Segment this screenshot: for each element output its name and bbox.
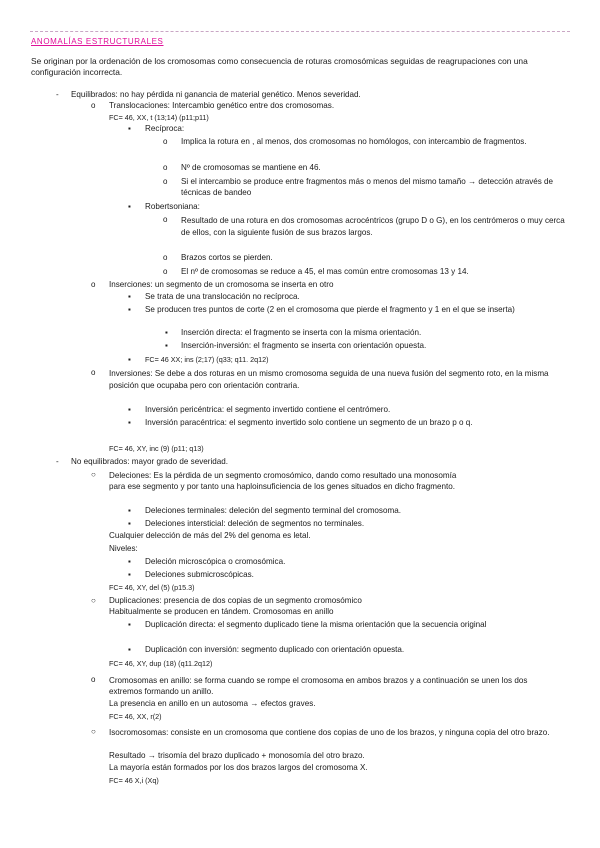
inversiones-fc: FC= 46, XY, inc (9) (p11; q13) [109,444,204,453]
square-bullet: ▪ [128,405,131,414]
reciproca-title: Recíproca: [145,124,185,133]
translocaciones-fc: FC= 46, XX, t (13;14) (p11;p11) [109,113,209,122]
deleciones-note: Cualquier delección de más del 2% del genoma es letal. [109,531,311,540]
inversion-pericentrica: Inversión pericéntrica: el segmento invertido contiene el centrómero. [145,405,391,414]
inserciones-fc: FC= 46 XX; ins (2;17) (q33; q11. 2q12) [145,355,269,364]
square-bullet: ▪ [128,305,131,314]
duplicaciones-title: Duplicaciones: presencia de dos copias de un segmento cromosómico [109,596,362,605]
circle-bullet: o [163,137,168,146]
dash-bullet: - [56,90,59,99]
circle-bullet: o [163,163,168,172]
duplicacion-inversion: Duplicación con inversión: segmento duplicado con orientación opuesta. [145,645,405,654]
robertsoniana-item-1: Resultado de una rotura en dos cromosomas acrocéntricos (grupo D o G), en los centrómeros o muy cerca de ellos, con la siguiente fusión de sus brazos largos. [181,216,565,237]
circle-open-bullet: ○ [91,727,96,736]
square-bullet: ▪ [165,328,168,337]
inserciones-item-2: Se producen tres puntos de corte (2 en el cromosoma que pierde el fragmento y 1 en el que se inserta) [145,305,515,314]
inserciones-item-1: Se trata de una translocación no recíproca. [145,292,300,301]
equilibrados-heading: Equilibrados: no hay pérdida ni ganancia de material genético. Menos severidad. [71,90,361,99]
reciproca-item-1: Implica la rotura en , al menos, dos cromosomas no homólogos, con intercambio de fragmentos. [181,137,527,146]
reciproca-item-2: Nº de cromosomas se mantiene en 46. [181,163,321,172]
anillo-title: Cromosomas en anillo: se forma cuando se rompe el cromosoma en ambos brazos y a continuación se unen los dos extremos formando un anillo. [109,676,528,696]
square-bullet: ▪ [128,355,131,364]
deleciones-intersticial: Deleciones intersticial: deleción de segmentos no terminales. [145,519,365,528]
anillo-fc: FC= 46, XX, r(2) [109,712,162,721]
isocromosomas-fc: FC= 46 X,i (Xq) [109,776,159,785]
circle-bullet: o [163,267,168,276]
duplicacion-directa: Duplicación directa: el segmento duplicado tiene la misma orientación que la secuencia original [145,620,487,629]
top-divider [30,31,570,32]
page-title: ANOMALÍAS ESTRUCTURALES [31,37,164,46]
circle-open-bullet: ○ [91,596,96,605]
insercion-inversion: Inserción-inversión: el fragmento se inserta con orientación opuesta. [181,341,427,350]
circle-open-bullet: ○ [91,470,96,479]
square-bullet: ▪ [128,620,131,629]
circle-bullet: o [163,253,168,262]
square-bullet: ▪ [128,557,131,566]
translocaciones-title: Translocaciones: Intercambio genético entre dos cromosomas. [109,101,335,110]
robertsoniana-title: Robertsoniana: [145,202,200,211]
reciproca-item-3: Si el intercambio se produce entre fragmentos más o menos del mismo tamaño → detección através de técnicas de bandeo [181,177,554,197]
circle-bullet: o [163,215,168,224]
inversion-paracentrica: Inversión paracéntrica: el segmento invertido solo contiene un segmento de un brazo p o q. [145,418,473,427]
no-equilibrados-heading: No equilibrados: mayor grado de severidad. [71,457,229,466]
dash-bullet: - [56,457,59,466]
intro-paragraph: Se originan por la ordenación de los cromosomas como consecuencia de roturas cromosómicas seguidas de reagrupaciones con una configuración incorrecta. [31,56,528,77]
nivel-item-2: Deleciones submicroscópicas. [145,570,254,579]
circle-bullet: o [91,368,96,377]
inserciones-title: Inserciones: un segmento de un cromosoma se inserta en otro [109,280,334,289]
isocromosomas-title: Isocromosomas: consiste en un cromosoma que contiene dos copias de uno de los brazos, y ninguna copia del otro brazo. [109,728,550,737]
circle-bullet: o [91,101,96,110]
square-bullet: ▪ [128,570,131,579]
deleciones-title: Deleciones: Es la pérdida de un segmento cromosómico, dando como resultado una monosomía para ese segmento y por tanto una haploinsuficiencia de los genes situados en dicho fragmento. [109,471,457,492]
anillo-line: La presencia en anillo en un autosoma → efectos graves. [109,699,316,708]
inversiones-title: Inversiones: Se debe a dos roturas en un mismo cromosoma seguida de una nueva fusión del segmento roto, en la misma posición que ocupaba pero con orientación contraria. [109,369,549,390]
deleciones-terminales: Deleciones terminales: deleción del segmento terminal del cromosoma. [145,506,401,515]
duplicaciones-title2: Habitualmente se producen en tándem. Cromosomas en anillo [109,607,334,616]
circle-bullet: o [91,675,96,684]
robertsoniana-item-3: El nº de cromosomas se reduce a 45, el mas común entre cromosomas 13 y 14. [181,267,469,276]
square-bullet: ▪ [165,341,168,350]
square-bullet: ▪ [128,519,131,528]
square-bullet: ▪ [128,506,131,515]
square-bullet: ▪ [128,124,131,133]
square-bullet: ▪ [128,645,131,654]
circle-bullet: o [163,177,168,186]
square-bullet: ▪ [128,418,131,427]
niveles-label: Niveles: [109,544,138,553]
square-bullet: ▪ [128,202,131,211]
robertsoniana-item-2: Brazos cortos se pierden. [181,253,273,262]
duplicaciones-fc: FC= 46, XY, dup (18) (q11.2q12) [109,659,213,668]
circle-bullet: o [91,280,96,289]
square-bullet: ▪ [128,292,131,301]
isocromosomas-line1: Resultado → trisomía del brazo duplicado + monosomía del otro brazo. [109,751,365,760]
deleciones-fc: FC= 46, XY, del (5) (p15.3) [109,583,195,592]
insercion-directa: Inserción directa: el fragmento se inserta con la misma orientación. [181,328,422,337]
nivel-item-1: Deleción microscópica o cromosómica. [145,557,286,566]
isocromosomas-line2: La mayoría están formados por los dos brazos largos del cromosoma X. [109,763,368,772]
